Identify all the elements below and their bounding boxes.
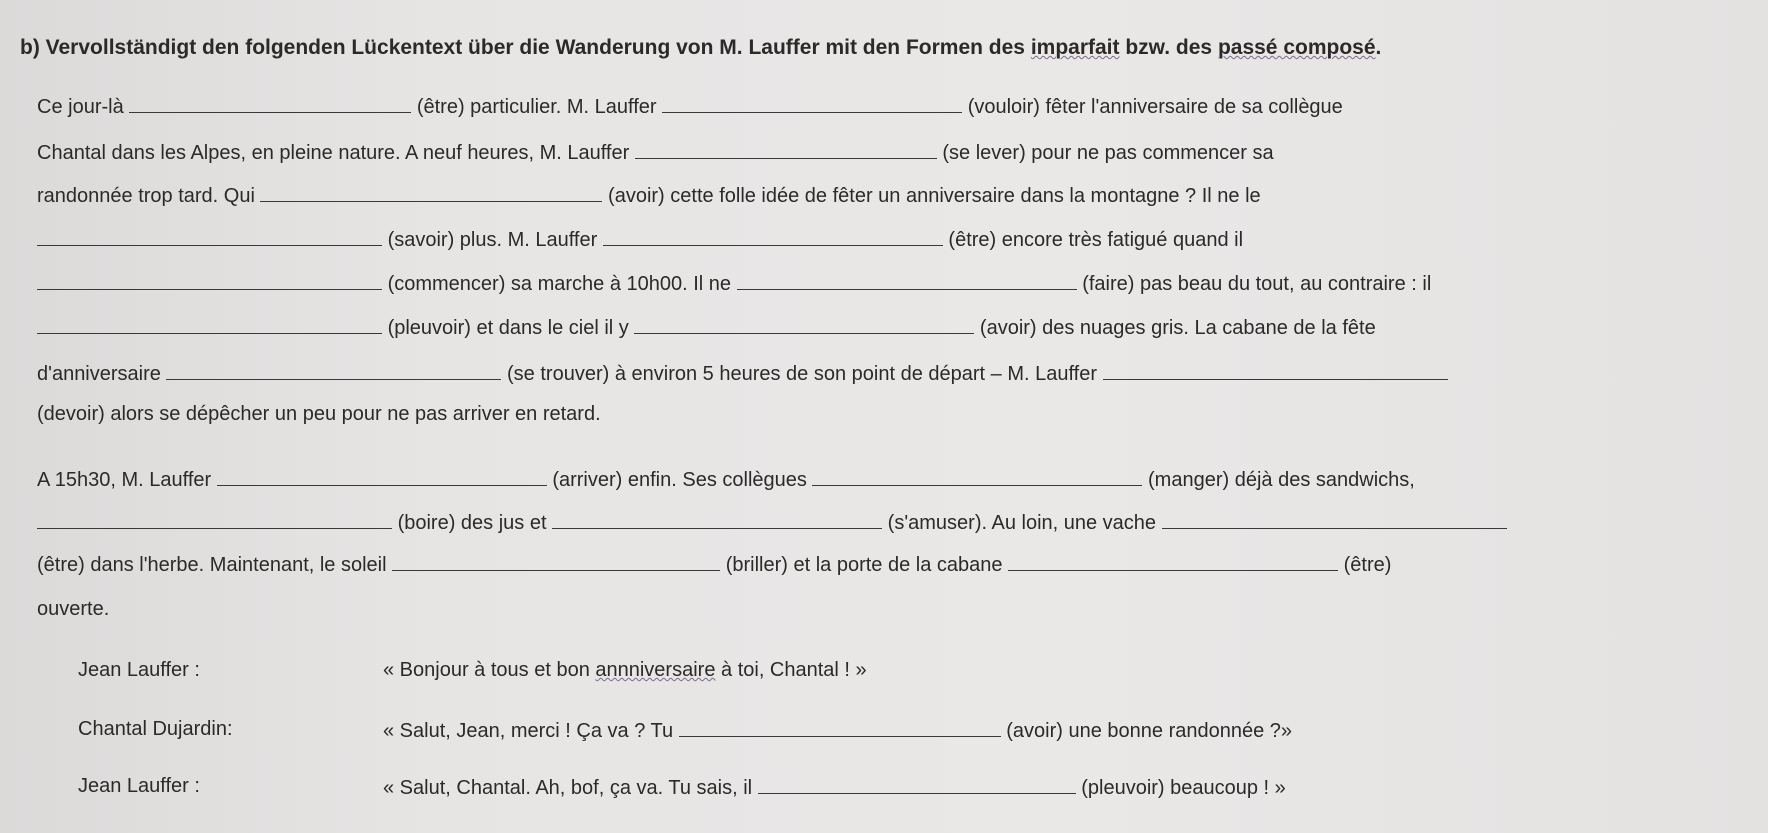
- blank-field[interactable]: [217, 467, 547, 486]
- line-text: (boire) des jus et: [397, 512, 547, 534]
- dialogue-quote-3: [383, 775, 1286, 800]
- line-text: (se lever) pour ne pas commencer sa: [942, 142, 1274, 164]
- line-text: (être) encore très fatigué quand il: [948, 229, 1244, 251]
- text-line-4: [37, 227, 1243, 253]
- blank-field[interactable]: [260, 183, 602, 202]
- blank-field[interactable]: [634, 315, 974, 334]
- line-text: (arriver) enfin. Ses collègues: [552, 469, 807, 491]
- text-line-3: [37, 183, 1261, 209]
- quote-text: « Bonjour à tous et bon: [383, 659, 596, 681]
- line-text: Ce jour-là: [37, 96, 124, 118]
- blank-field[interactable]: [812, 467, 1142, 486]
- instruction-text: b) Vervollständigt den folgenden Lückentext über die Wanderung von M. Lauffer mit den Formen des: [20, 36, 1031, 59]
- instruction-imparfait: imparfait: [1030, 36, 1120, 59]
- line-text: (avoir) des nuages gris. La cabane de la fête: [979, 317, 1376, 339]
- text-line-12: [37, 596, 109, 622]
- dialogue-speaker-2: Chantal Dujardin:: [78, 718, 233, 740]
- line-text: (être): [1343, 554, 1392, 576]
- line-text: (briller) et la porte de la cabane: [725, 554, 1003, 576]
- text-line-5: [37, 271, 1431, 297]
- text-line-9: [37, 467, 1415, 493]
- quote-misspelled-word: annniversaire: [595, 659, 716, 681]
- blank-field[interactable]: [679, 718, 1001, 737]
- instruction-text-middle: bzw. des: [1119, 36, 1218, 59]
- blank-field[interactable]: [37, 271, 382, 290]
- blank-field[interactable]: [37, 227, 382, 246]
- line-text: (se trouver) à environ 5 heures de son point de départ – M. Lauffer: [507, 363, 1097, 385]
- blank-field[interactable]: [129, 94, 411, 113]
- dialogue-quote-2: [383, 718, 1292, 743]
- blank-field[interactable]: [758, 775, 1076, 794]
- task-instruction: [20, 35, 1381, 61]
- dialogue-quote-1: [383, 659, 867, 682]
- blank-field[interactable]: [166, 361, 501, 380]
- instruction-passe-compose: passé composé: [1217, 36, 1376, 59]
- quote-text: « Salut, Jean, merci ! Ça va ? Tu: [383, 720, 674, 742]
- text-line-10: [37, 510, 1507, 536]
- quote-text: (avoir) une bonne randonnée ?»: [1006, 720, 1293, 742]
- dialogue-speaker-1: Jean Lauffer :: [78, 659, 200, 681]
- line-text: ouverte.: [37, 598, 110, 620]
- quote-text: « Salut, Chantal. Ah, bof, ça va. Tu sais, il: [383, 777, 753, 799]
- dialogue-speaker-3: Jean Lauffer :: [78, 775, 200, 797]
- line-text: (pleuvoir) et dans le ciel il y: [387, 317, 629, 339]
- blank-field[interactable]: [662, 94, 962, 113]
- line-text: (faire) pas beau du tout, au contraire : il: [1082, 273, 1432, 295]
- blank-field[interactable]: [552, 510, 882, 529]
- text-line-8: [37, 401, 601, 427]
- blank-field[interactable]: [1008, 552, 1338, 571]
- text-line-11: [37, 552, 1391, 578]
- line-text: d'anniversaire: [37, 363, 161, 385]
- blank-field[interactable]: [37, 315, 382, 334]
- quote-text: à toi, Chantal ! »: [715, 659, 867, 681]
- blank-field[interactable]: [1162, 510, 1507, 529]
- blank-field[interactable]: [603, 227, 943, 246]
- line-text: (commencer) sa marche à 10h00. Il ne: [387, 273, 732, 295]
- line-text: A 15h30, M. Lauffer: [37, 469, 212, 491]
- quote-text: (pleuvoir) beaucoup ! »: [1081, 777, 1286, 799]
- text-line-7: [37, 361, 1448, 387]
- blank-field[interactable]: [737, 271, 1077, 290]
- line-text: (s'amuser). Au loin, une vache: [887, 512, 1157, 534]
- blank-field[interactable]: [37, 510, 392, 529]
- line-text: (avoir) cette folle idée de fêter un anniversaire dans la montagne ? Il ne le: [608, 185, 1261, 207]
- blank-field[interactable]: [635, 140, 937, 159]
- line-text: (devoir) alors se dépêcher un peu pour ne pas arriver en retard.: [37, 403, 601, 425]
- line-text: (être) particulier. M. Lauffer: [416, 96, 657, 118]
- blank-field[interactable]: [392, 552, 720, 571]
- line-text: (manger) déjà des sandwichs,: [1148, 469, 1415, 491]
- line-text: (savoir) plus. M. Lauffer: [387, 229, 598, 251]
- line-text: randonnée trop tard. Qui: [37, 185, 255, 207]
- line-text: Chantal dans les Alpes, en pleine nature. A neuf heures, M. Lauffer: [37, 142, 630, 164]
- line-text: (être) dans l'herbe. Maintenant, le soleil: [37, 554, 387, 576]
- text-line-6: [37, 315, 1376, 341]
- text-line-2: [37, 140, 1274, 166]
- text-line-1: [37, 94, 1343, 120]
- blank-field[interactable]: [1103, 361, 1448, 380]
- instruction-suffix: .: [1375, 36, 1382, 59]
- line-text: (vouloir) fêter l'anniversaire de sa collègue: [967, 96, 1343, 118]
